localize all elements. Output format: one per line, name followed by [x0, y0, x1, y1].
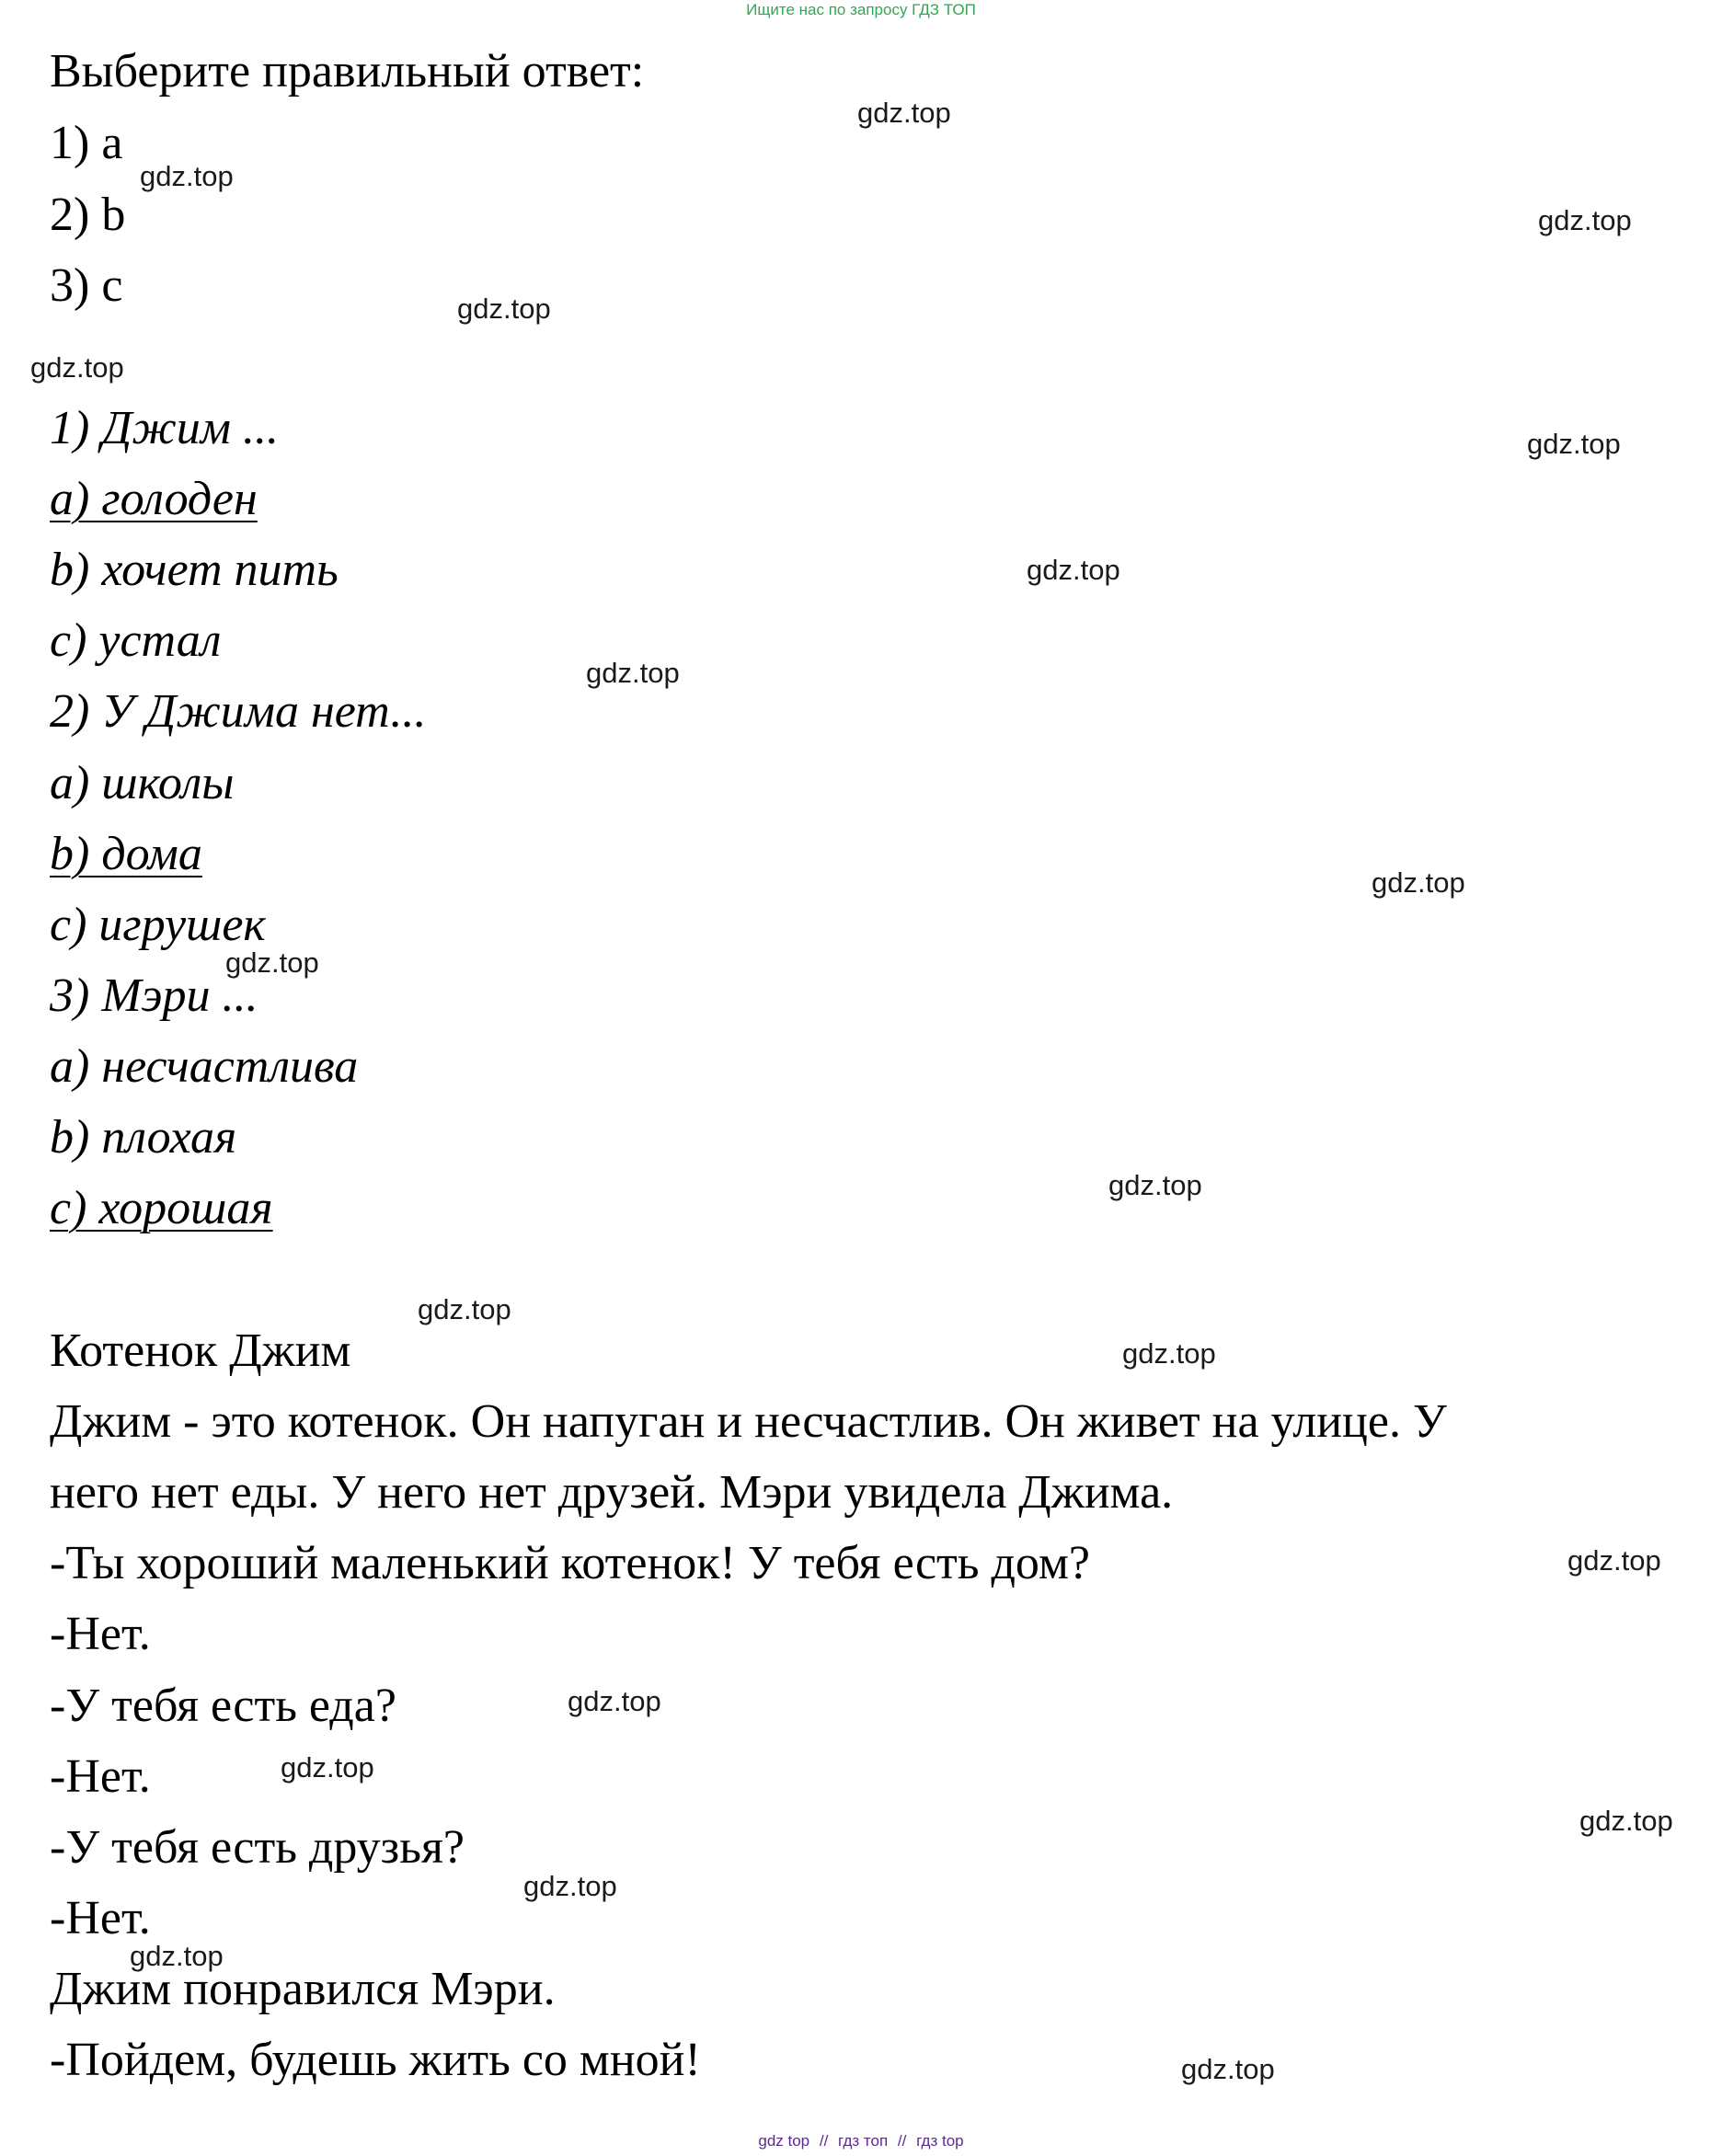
- watermark: gdz.top: [523, 1870, 617, 1902]
- watermark: gdz.top: [281, 1751, 374, 1783]
- watermark: gdz.top: [1181, 2053, 1275, 2085]
- story-title: Котенок Джим: [50, 1325, 351, 1377]
- watermark: gdz.top: [225, 946, 319, 979]
- footer-separator: //: [819, 2132, 829, 2150]
- question-1-answer-b: b) хочет пить: [50, 544, 339, 596]
- story-line: -У тебя есть еда?: [50, 1680, 396, 1732]
- watermark: gdz.top: [1122, 1337, 1216, 1370]
- watermark: gdz.top: [857, 97, 951, 129]
- watermark: gdz.top: [1527, 428, 1621, 460]
- watermark: gdz.top: [568, 1685, 661, 1717]
- story-line: Джим - это котенок. Он напуган и несчастлив. Он живет на улице. У: [50, 1395, 1447, 1448]
- story-line: -У тебя есть друзья?: [50, 1821, 465, 1874]
- question-1-answer-a: a) голоден: [50, 473, 258, 525]
- watermark: gdz.top: [1027, 554, 1120, 586]
- watermark: gdz.top: [586, 657, 680, 689]
- watermark: gdz.top: [1108, 1169, 1202, 1201]
- watermark: gdz.top: [1579, 1805, 1673, 1837]
- option-1: 1) a: [50, 117, 123, 169]
- footer-link-gdz-top[interactable]: gdz top: [758, 2132, 810, 2150]
- story-line: -Нет.: [50, 1892, 151, 1944]
- watermark: gdz.top: [1538, 204, 1632, 236]
- watermark: gdz.top: [130, 1940, 224, 1972]
- watermark: gdz.top: [30, 351, 124, 384]
- story-line: -Ты хороший маленький котенок! У тебя есть дом?: [50, 1537, 1090, 1589]
- question-1-answer-c: c) устал: [50, 614, 222, 667]
- question-2-answer-b: b) дома: [50, 828, 202, 880]
- question-1-prompt: 1) Джим ...: [50, 402, 279, 454]
- instructions-title: Выберите правильный ответ:: [50, 45, 645, 97]
- footer-links: [0, 2133, 1722, 2150]
- watermark: gdz.top: [418, 1293, 511, 1325]
- option-3: 3) c: [50, 259, 123, 312]
- search-hint: Ищите нас по запросу ГДЗ ТОП: [746, 1, 976, 18]
- question-3-answer-c: c) хорошая: [50, 1182, 273, 1234]
- question-3-answer-a: a) несчастлива: [50, 1040, 359, 1093]
- story-line: -Нет.: [50, 1750, 151, 1803]
- watermark: gdz.top: [1372, 866, 1465, 899]
- option-2: 2) b: [50, 189, 126, 241]
- question-2-answer-c: c) игрушек: [50, 899, 266, 951]
- question-3-prompt: 3) Мэри ...: [50, 969, 258, 1022]
- footer-separator: //: [897, 2132, 907, 2150]
- watermark: gdz.top: [140, 160, 234, 192]
- question-3-answer-b: b) плохая: [50, 1111, 237, 1164]
- footer-link-gdz-top-ru[interactable]: гдз топ: [838, 2132, 889, 2150]
- watermark: gdz.top: [457, 292, 551, 325]
- watermark: gdz.top: [1567, 1544, 1661, 1577]
- footer-link-gdz-top-mixed[interactable]: гдз top: [916, 2132, 964, 2150]
- story-line: Джим понравился Мэри.: [50, 1963, 556, 2015]
- question-2-answer-a: a) школы: [50, 757, 235, 809]
- story-line: него нет еды. У него нет друзей. Мэри увидела Джима.: [50, 1466, 1174, 1519]
- question-2-prompt: 2) У Джима нет...: [50, 685, 427, 738]
- story-line: -Нет.: [50, 1608, 151, 1660]
- story-line: -Пойдем, будешь жить со мной!: [50, 2034, 701, 2086]
